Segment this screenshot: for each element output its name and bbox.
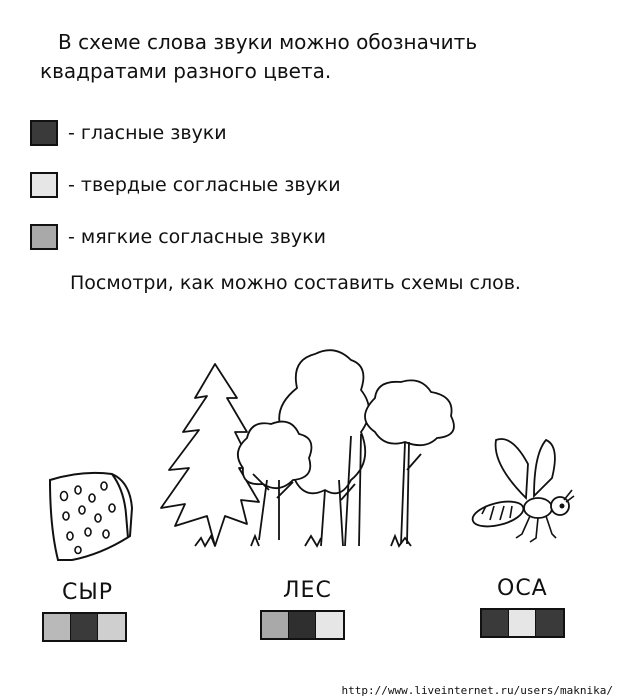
word-syr: СЫР [62, 580, 114, 605]
word-les: ЛЕС [283, 578, 332, 603]
vowel-square-icon [30, 120, 58, 146]
legend-hard-label: - твердые согласные звуки [68, 174, 341, 196]
wasp-icon [468, 434, 578, 554]
scheme-cell [509, 610, 536, 636]
legend-vowel-label: - гласные звуки [68, 122, 227, 144]
scheme-cell [536, 610, 563, 636]
legend-hard-consonant [30, 170, 341, 200]
scheme-cell [71, 614, 98, 640]
scheme-osa [480, 608, 565, 638]
cheese-icon [42, 468, 137, 563]
intro-text: В схеме слова звуки можно обозначить квадратами разного цвета. [40, 30, 478, 83]
scheme-cell [98, 614, 125, 640]
legend-vowel [30, 118, 227, 148]
scheme-cell [289, 612, 316, 638]
scheme-syr [42, 612, 127, 642]
legend-soft-consonant [30, 222, 326, 252]
scheme-cell [262, 612, 289, 638]
forest-icon [155, 340, 465, 555]
word-osa: ОСА [497, 576, 548, 601]
scheme-cell [482, 610, 509, 636]
soft-consonant-square-icon [30, 224, 58, 250]
scheme-cell [316, 612, 343, 638]
scheme-cell [44, 614, 71, 640]
instruction-text: Посмотри, как можно составить схемы слов. [70, 272, 521, 294]
footer-url[interactable]: http://www.liveinternet.ru/users/maknika/ [341, 684, 613, 697]
hard-consonant-square-icon [30, 172, 58, 198]
scheme-les [260, 610, 345, 640]
legend-soft-label: - мягкие согласные звуки [68, 226, 327, 248]
